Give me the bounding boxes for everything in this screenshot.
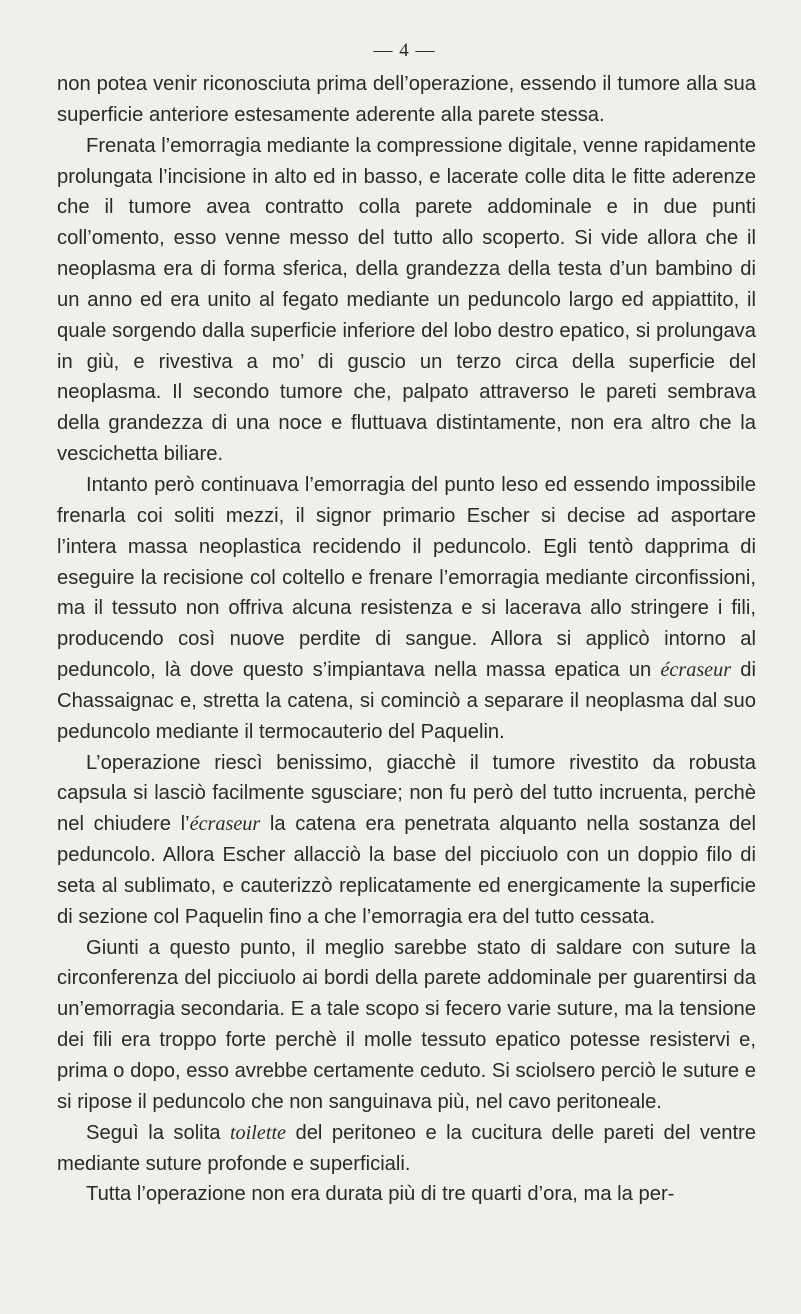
body-text	[57, 69, 756, 1210]
paragraph	[57, 1179, 756, 1210]
paragraph	[57, 933, 756, 1118]
paragraph	[57, 131, 756, 470]
text-run: Seguì la solita	[86, 1121, 230, 1144]
text-run: Giunti a questo punto, il meglio sarebbe stato di saldare con suture la circonferenza del picciuolo ai bordi della parete addominale per guarentirsi da un’emorragia secondaria. E a tale scopo si fecero varie suture, ma la tensione dei fili era troppo forte perchè il molle tessuto epatico potesse resistervi e, prima o dopo, esso avrebbe certamente ceduto. Si sciolsero perciò le suture e si ripose il peduncolo che non sanguinava più, nel cavo peritoneale.	[57, 936, 756, 1113]
paragraph	[57, 470, 756, 748]
text-run: Frenata l’emorragia mediante la compressione digitale, venne rapidamente prolungata l’incisione in alto ed in basso, e lacerate colle dita le fitte aderenze che il tumore avea contratto colla parete addominale e in due punti coll’omento, esso venne messo del tutto allo scoperto. Si vide allora che il neoplasma era di forma sferica, della grandezza della testa d’un bambino di un anno ed era unito al fegato mediante un peduncolo largo ed appiattito, il quale sorgendo dalla superficie inferiore del lobo destro epatico, si prolungava in giù, e rivestiva a mo’ di guscio un terzo circa della superficie del neoplasma. Il secondo tumore che, palpato attraverso le pareti sembrava della grandezza di una noce e fluttuava distintamente, non era altro che la vescichetta biliare.	[57, 134, 756, 466]
text-run: la catena era penetrata alquanto nella sostanza del peduncolo. Allora Escher allacciò la base del picciuolo con un doppio filo di seta al sublimato, e cauterizzò replicatamente ed energicamente la superficie di sezione col Paquelin fino a che l’emorragia era del tutto cessata.	[57, 813, 756, 928]
paragraph	[57, 748, 756, 933]
text-run: L’operazione riescì benissimo, giacchè il tumore rivestito da robusta capsula si lasciò facilmente sgusciare; non fu però del tutto incruenta, perchè nel chiudere l’	[57, 751, 756, 836]
text-run: non potea venir riconosciuta prima dell’operazione, essendo il tumore alla sua superficie anteriore estesamente aderente alla parete stessa.	[57, 73, 756, 126]
text-run: del peritoneo e la cucitura delle pareti del ventre mediante suture profonde e superficiali.	[57, 1121, 757, 1175]
italic-term: écraseur	[189, 813, 261, 836]
italic-term: toilette	[229, 1121, 287, 1144]
text-run: Tutta l’operazione non era durata più di tre quarti d’ora, ma la per-	[86, 1183, 675, 1206]
text-run: di Chassaignac e, stretta la catena, si cominciò a separare il neoplasma dal suo peduncolo mediante il termocauterio del Paquelin.	[57, 659, 756, 743]
italic-term: écraseur	[660, 659, 732, 682]
paragraph	[57, 1118, 756, 1180]
text-run: Intanto però continuava l’emorragia del punto leso ed essendo impossibile frenarla coi soliti mezzi, il signor primario Escher si decise ad asportare l’intera massa neoplastica recidendo il peduncolo. Egli tentò dapprima di eseguire la recisione col coltello e frenare l’emorragia mediante circonfissioni, ma il tessuto non offriva alcuna resistenza e si lacerava allo stringere i fili, producendo così nuove perdite di sangue. Allora si applicò intorno al peduncolo, là dove questo s’impiantava nella massa epatica un	[57, 473, 756, 682]
paragraph	[57, 69, 756, 131]
page-number: — 4 —	[373, 40, 436, 61]
